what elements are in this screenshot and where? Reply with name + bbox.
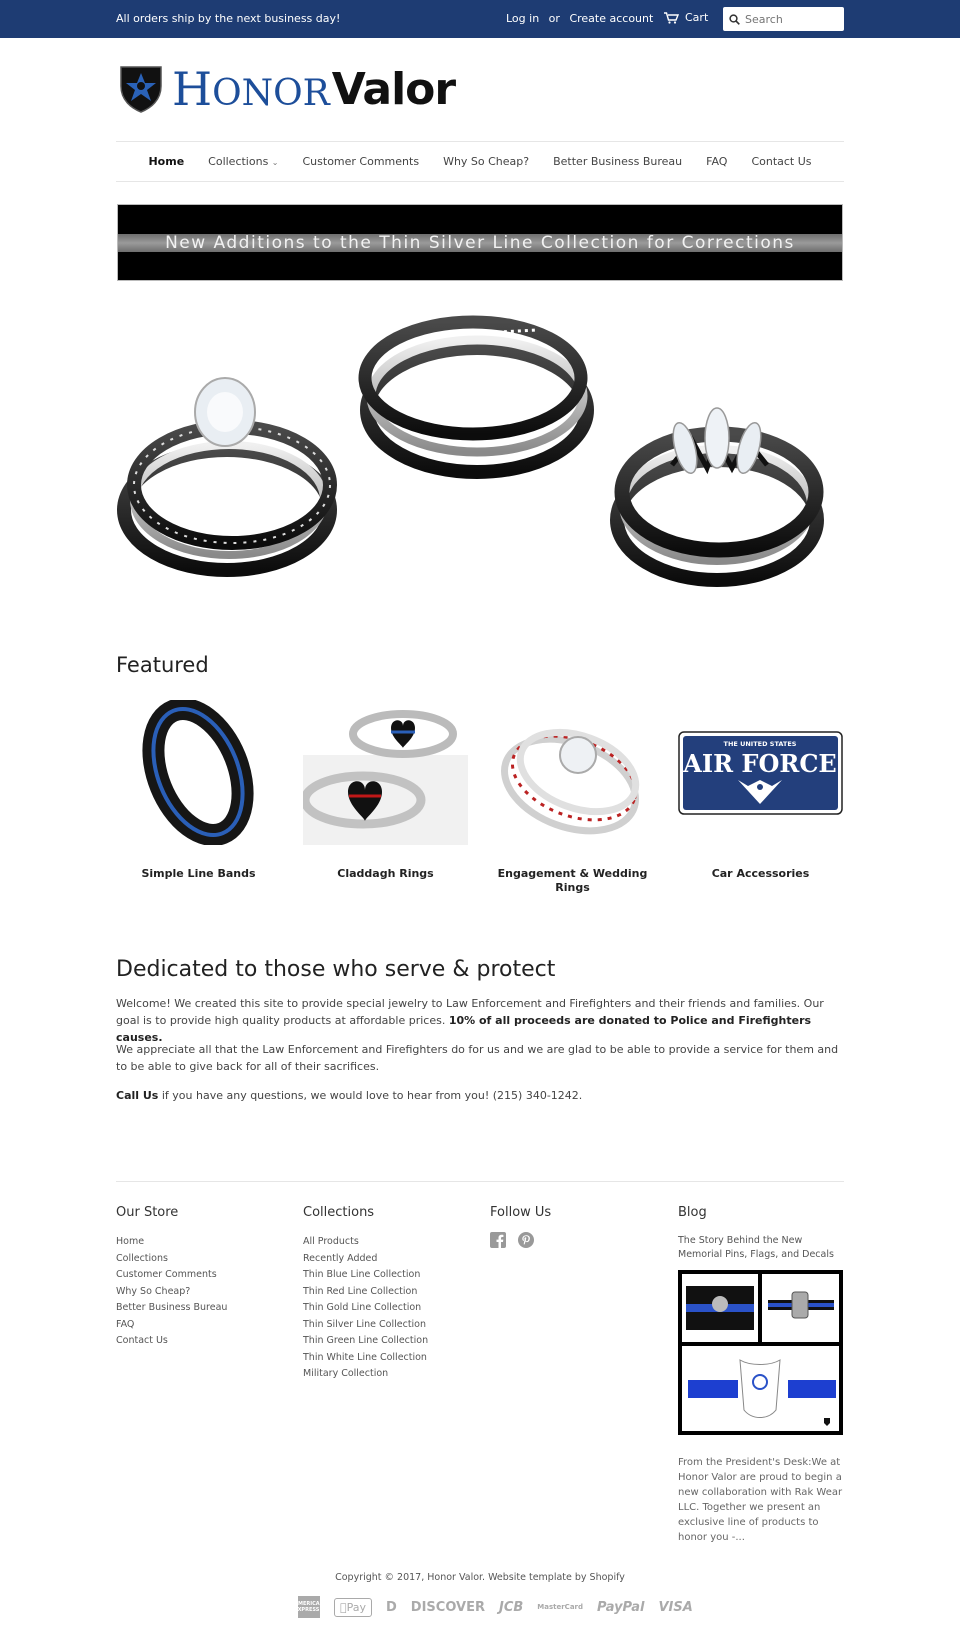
engagement-rings-image xyxy=(490,700,655,845)
product-simple-line-bands[interactable] xyxy=(116,700,281,881)
footer-link-customer-comments[interactable]: Customer Comments xyxy=(116,1269,217,1280)
banner-text: New Additions to the Thin Silver Line Collection for Corrections xyxy=(165,233,795,253)
footer-link-thin-green-line[interactable]: Thin Green Line Collection xyxy=(303,1335,429,1346)
product-claddagh-rings[interactable] xyxy=(303,700,468,881)
footer-heading: Collections xyxy=(303,1205,375,1220)
footer-our-store xyxy=(116,1205,227,1350)
footer-heading: Our Store xyxy=(116,1205,179,1220)
footer-link-faq[interactable]: FAQ xyxy=(116,1318,135,1330)
footer-link-recently-added[interactable]: Recently Added xyxy=(303,1252,378,1264)
product-label: Claddagh Rings xyxy=(337,867,434,880)
nav-faq[interactable]: FAQ xyxy=(706,155,728,168)
amex-icon: AMERICAN EXPRESS xyxy=(298,1596,320,1618)
middle-ring-set xyxy=(365,322,587,472)
left-ring-set xyxy=(124,378,330,570)
visa-icon: VISA xyxy=(651,1599,687,1615)
call-us-label: Call Us xyxy=(116,1089,159,1102)
chevron-down-icon: ⌄ xyxy=(271,158,279,167)
hero-rings-image[interactable] xyxy=(117,300,843,610)
search-icon xyxy=(729,14,740,25)
cart-link[interactable] xyxy=(664,11,708,24)
apple-pay-icon: Pay xyxy=(334,1598,372,1617)
footer-heading: Blog xyxy=(678,1205,707,1220)
footer-link-thin-gold-line[interactable]: Thin Gold Line Collection xyxy=(303,1302,422,1313)
pinterest-icon[interactable] xyxy=(518,1232,534,1248)
announcement-bar xyxy=(0,0,960,38)
footer-link-collections[interactable]: Collections xyxy=(116,1252,168,1264)
air-force-plate-image xyxy=(678,700,843,845)
site-logo[interactable] xyxy=(118,62,455,116)
facebook-icon[interactable] xyxy=(490,1232,506,1248)
plate-line-1: THE UNITED STATES xyxy=(723,740,797,748)
discover-icon: DISCOVER xyxy=(404,1599,479,1615)
payment-icons xyxy=(294,1596,693,1618)
footer-link-home[interactable]: Home xyxy=(116,1236,145,1247)
product-label: Car Accessories xyxy=(711,867,810,880)
footer-collections xyxy=(303,1205,428,1383)
footer-link-contact-us[interactable]: Contact Us xyxy=(116,1335,168,1346)
diners-club-icon: D xyxy=(379,1599,391,1615)
nav-customer-comments[interactable]: Customer Comments xyxy=(302,155,420,168)
about-heading: Dedicated to those who serve & protect xyxy=(116,957,556,982)
simple-line-band-image xyxy=(116,700,281,845)
product-car-accessories[interactable] xyxy=(678,700,843,881)
nav-home[interactable]: Home xyxy=(148,155,185,168)
jcb-icon: JCB xyxy=(492,1599,517,1615)
about-paragraph-1: Welcome! We created this site to provide special jewelry to Law Enforcement and Firefighters and their friends and families. Our goal is to provide high quality products at affordable prices. 10% of all proceeds are donated to Police and Firefighters causes. xyxy=(116,997,824,1044)
mastercard-icon: MasterCard xyxy=(530,1603,577,1611)
right-ring-set xyxy=(617,408,817,580)
logo-honor-text: HONOR xyxy=(172,62,330,116)
login-link[interactable]: Log in xyxy=(506,12,540,25)
search-box[interactable] xyxy=(723,7,844,31)
footer-divider xyxy=(116,1181,844,1182)
featured-heading: Featured xyxy=(116,653,209,677)
footer-link-bbb[interactable]: Better Business Bureau xyxy=(116,1302,228,1313)
product-label: Simple Line Bands xyxy=(141,867,256,880)
about-paragraph-2: We appreciate all that the Law Enforcement and Firefighters do for us and we are glad to be able to provide a service for them and to be able to give back for all of their sacrifices. xyxy=(116,1043,839,1073)
footer-link-thin-blue-line[interactable]: Thin Blue Line Collection xyxy=(303,1269,421,1280)
plate-line-2: AIR FORCE xyxy=(683,749,837,778)
footer-heading: Follow Us xyxy=(490,1205,552,1220)
footer-link-all-products[interactable]: All Products xyxy=(303,1236,359,1247)
paypal-icon: PayPal xyxy=(590,1599,638,1615)
footer-link-thin-white-line[interactable]: Thin White Line Collection xyxy=(303,1351,427,1363)
blog-post-image[interactable] xyxy=(678,1270,843,1435)
blog-post-excerpt: From the President's Desk:We at Honor Valor are proud to begin a new collaboration with Rak Wear LLC. Together we present an exclusive line of products to honor you -... xyxy=(678,1457,843,1543)
blog-post-title[interactable]: The Story Behind the New Memorial Pins, Flags, and Decals xyxy=(678,1235,834,1260)
footer-blog xyxy=(678,1205,843,1545)
cart-label: Cart xyxy=(685,11,709,24)
product-engagement-wedding-rings[interactable] xyxy=(490,700,655,895)
logo-valor-text: Valor xyxy=(331,63,456,115)
footer-link-thin-silver-line[interactable]: Thin Silver Line Collection xyxy=(303,1318,427,1330)
nav-contact-us[interactable]: Contact Us xyxy=(751,155,812,168)
nav-why-so-cheap[interactable]: Why So Cheap? xyxy=(443,155,530,168)
nav-collections[interactable]: Collections ⌄ xyxy=(208,155,279,168)
footer-link-why-so-cheap[interactable]: Why So Cheap? xyxy=(116,1285,191,1297)
about-paragraph-3: Call Us if you have any questions, we would love to hear from you! (215) 340-1242. xyxy=(116,1089,583,1102)
main-nav xyxy=(116,141,844,182)
create-account-link[interactable]: Create account xyxy=(569,12,654,25)
promo-banner[interactable] xyxy=(117,204,843,281)
cart-icon xyxy=(664,12,679,24)
footer-link-thin-red-line[interactable]: Thin Red Line Collection xyxy=(303,1285,418,1297)
product-label: Engagement & Wedding Rings xyxy=(497,867,648,894)
nav-better-business-bureau[interactable]: Better Business Bureau xyxy=(553,155,683,168)
copyright: Copyright © 2017, Honor Valor. Website template by Shopify xyxy=(335,1572,625,1583)
or-text: or xyxy=(548,12,560,25)
shield-badge-icon xyxy=(118,64,164,114)
shipping-message: All orders ship by the next business day! xyxy=(116,12,341,25)
search-input[interactable] xyxy=(745,13,835,26)
footer-link-military[interactable]: Military Collection xyxy=(303,1368,389,1379)
footer-follow-us xyxy=(490,1205,551,1248)
account-links xyxy=(506,12,659,25)
claddagh-rings-image xyxy=(303,700,468,845)
